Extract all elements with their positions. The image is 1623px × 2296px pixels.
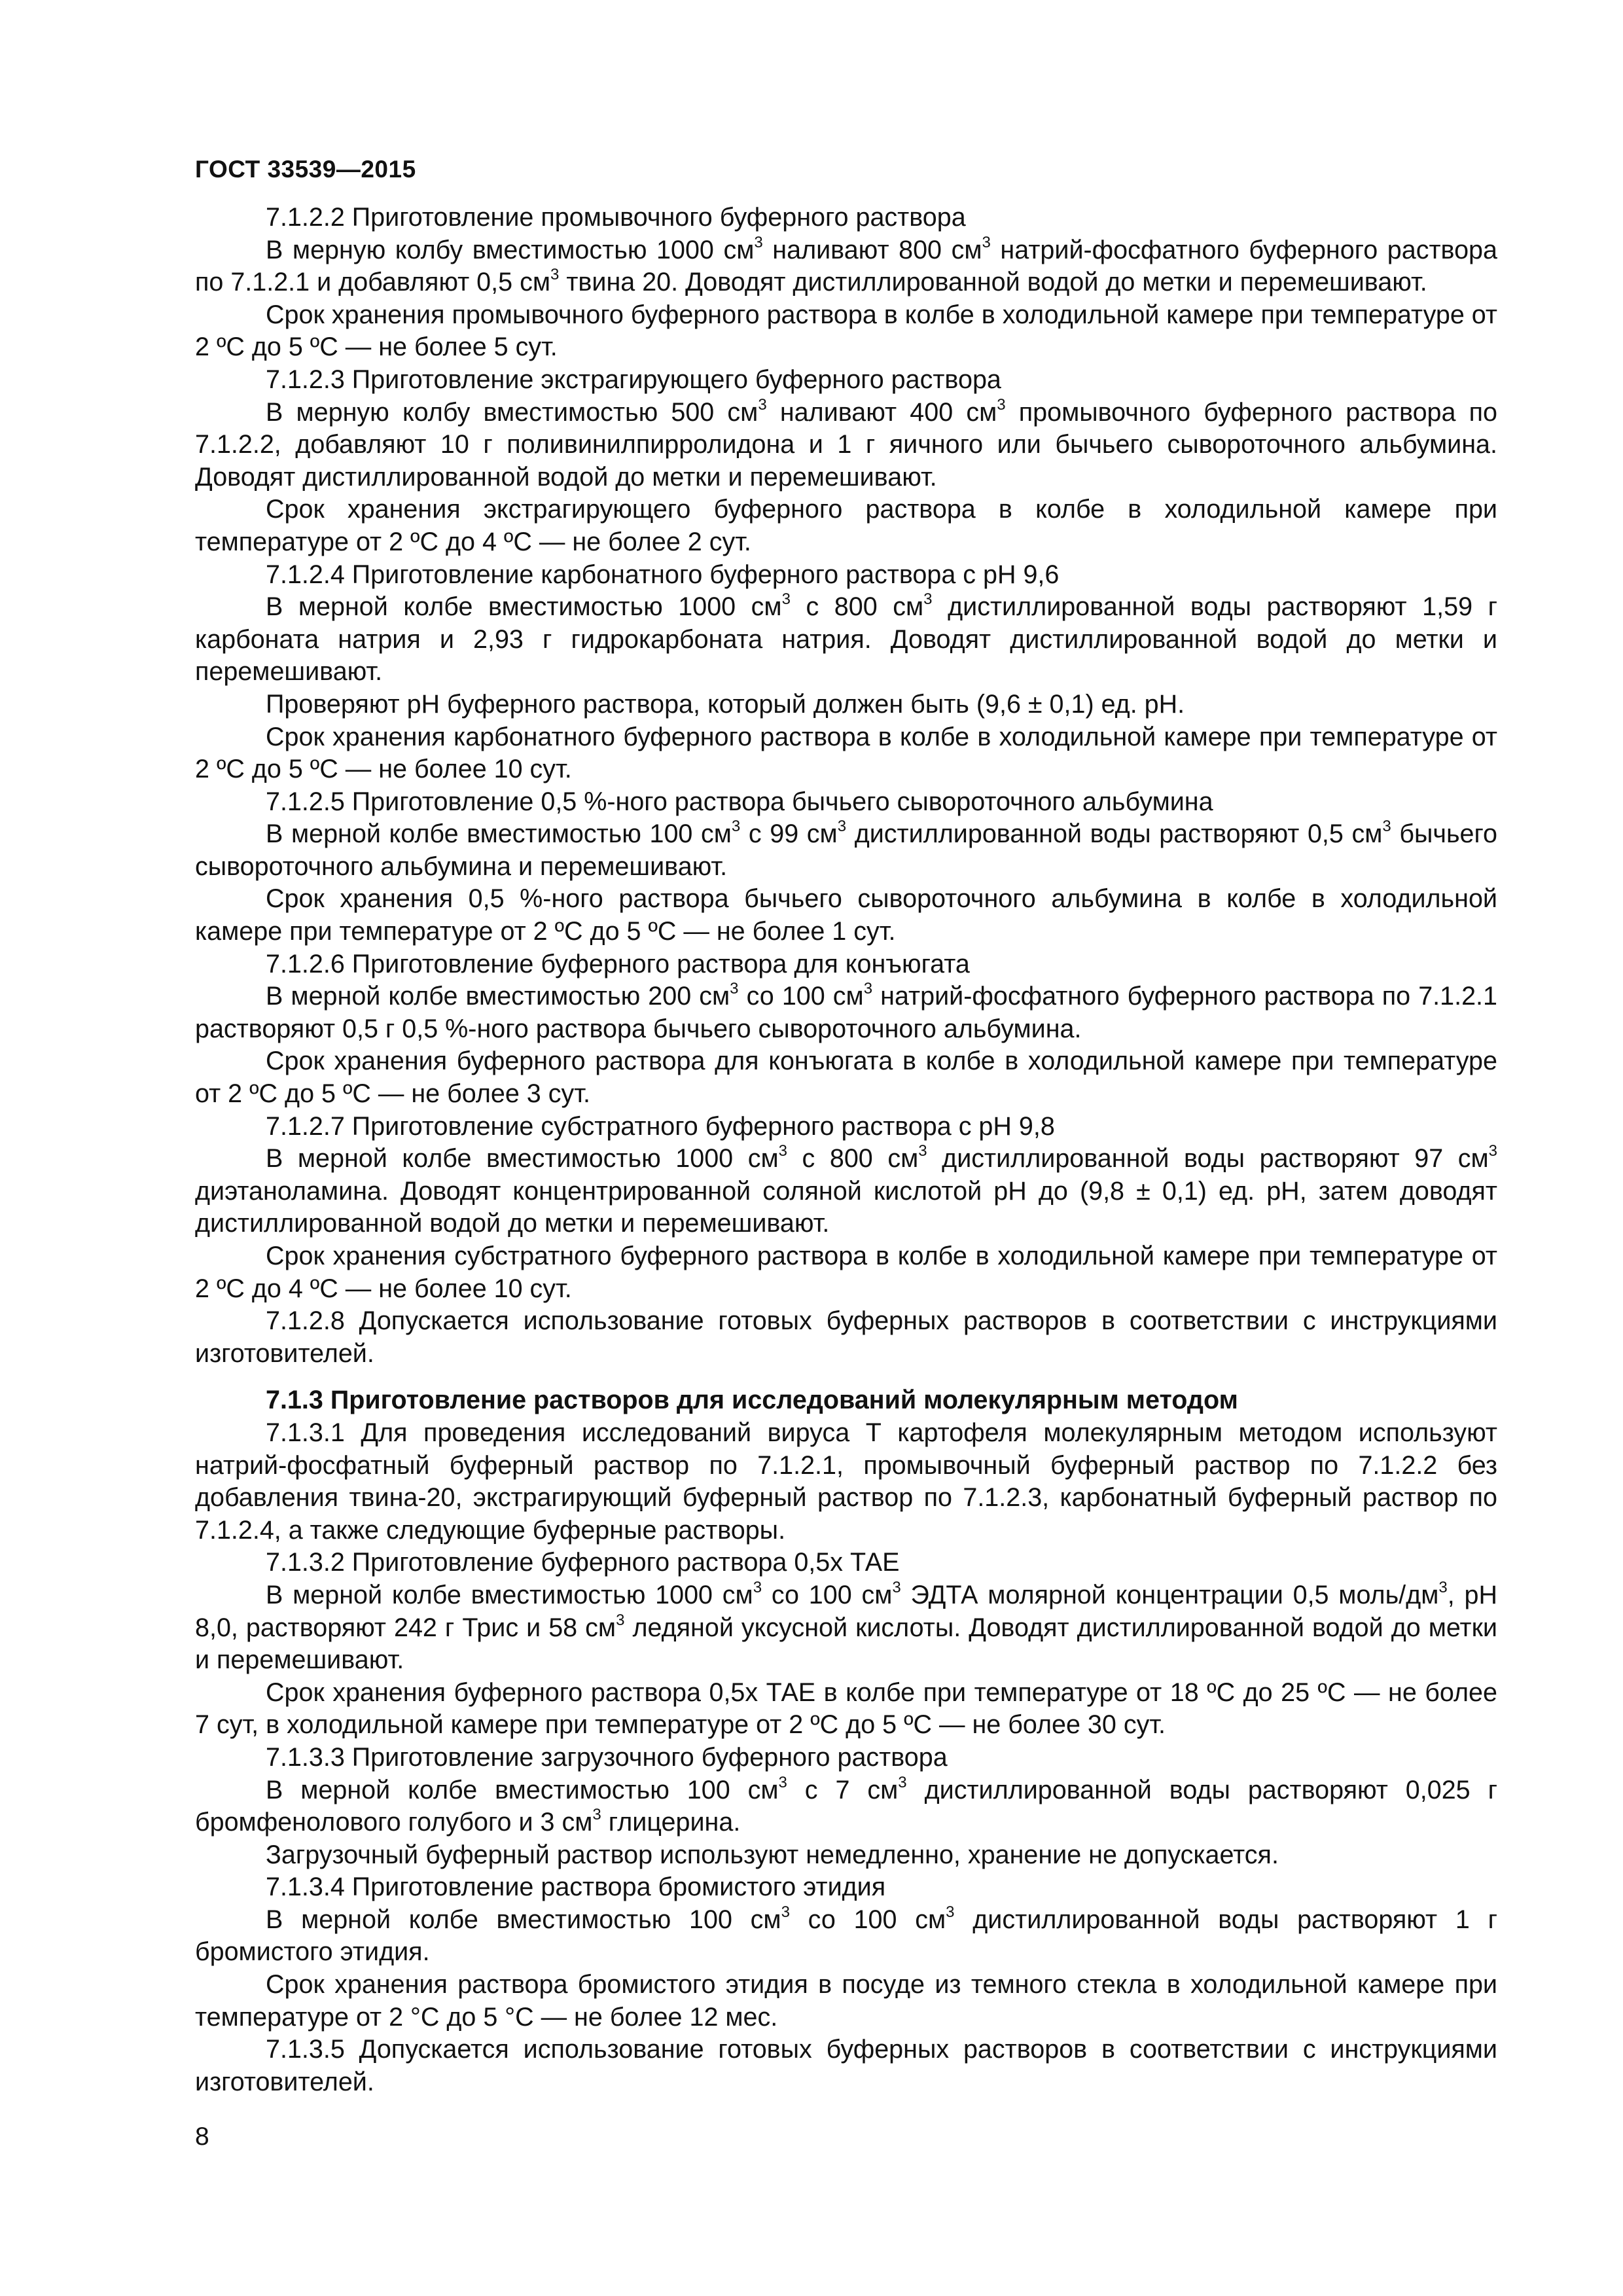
paragraph: Загрузочный буферный раствор используют немедленно, хранение не допускается. <box>266 1840 1279 1869</box>
paragraph: 7.1.3.1 Для проведения исследований вируса Т картофеля молекулярным методом используют натрий-фосфатный буферный раствор по 7.1.2.1, промывочный буферный раствор по 7.1.2.2 без добавления твина-20, экстрагирующий буферный раствор по 7.1.2.3, карбонатный буферный раствор по 7.1.2.4, а также следующие буферные растворы. <box>195 1418 1497 1545</box>
document-header: ГОСТ 33539—2015 <box>195 156 416 183</box>
paragraph: Срок хранения раствора бромистого этидия в посуде из темного стекла в холодильной камере при температуре от 2 °С до 5 °С — не более 12 мес. <box>195 1970 1497 2032</box>
paragraph: В мерной колбе вместимостью 100 $см^3$ со 100 $см^3$ дистиллированной воды растворяют 1 г бромистого этидия. <box>195 1903 1497 1967</box>
paragraph: В мерную колбу вместимостью 500 $см^3$ наливают 400 $см^3$ промывочного буферного раствора по 7.1.2.2, добавляют 10 г поливинилпирролидона и 1 г яичного или бычьего сывороточного альбумина. Доводят дистиллированной водой до метки и перемешивают. <box>195 395 1497 492</box>
paragraph: 7.1.3.3 Приготовление загрузочного буферного раствора <box>266 1742 948 1772</box>
paragraph: В мерной колбе вместимостью 1000 $см^3$ с 800 $см^3$ дистиллированной воды растворяют 1,59 г карбоната натрия и 2,93 г гидрокарбоната натрия. Доводят дистиллированной водой до метки и перемешивают. <box>195 590 1497 687</box>
paragraph: 7.1.2.3 Приготовление экстрагирующего буферного раствора <box>266 365 1001 394</box>
paragraph: 7.1.2.6 Приготовление буферного раствора для конъюгата <box>266 949 970 978</box>
paragraph: Срок хранения 0,5 %-ного раствора бычьего сывороточного альбумина в колбе в холодильной камере при температуре от 2 ºС до 5 ºС — не более 1 сут. <box>195 884 1497 946</box>
paragraph: Срок хранения буферного раствора для конъюгата в колбе в холодильной камере при температуре от 2 ºС до 5 ºС — не более 3 сут. <box>195 1047 1497 1109</box>
paragraph: Срок хранения буферного раствора 0,5х ТАЕ в колбе при температуре от 18 ºС до 25 ºС — не более 7 сут, в холодильной камере при температуре от 2 ºС до 5 ºС — не более 30 сут. <box>195 1677 1497 1740</box>
paragraph: В мерной колбе вместимостью 200 $см^3$ со 100 $см^3$ натрий-фосфатного буферного раствора по 7.1.2.1 растворяют 0,5 г 0,5 %-ного раствора бычьего сывороточного альбумина. <box>195 980 1497 1043</box>
page-number: 8 <box>195 2123 209 2151</box>
paragraph: 7.1.3.4 Приготовление раствора бромистого этидия <box>266 1873 886 1902</box>
paragraph: В мерной колбе вместимостью 1000 $см^3$ со 100 $см^3$ ЭДТА молярной концентрации 0,5 моль/$дм^3$, рН 8,0, растворяют 242 г Трис и 58 $см^3$ ледяной уксусной кислоты. Доводят дистиллированной водой до метки и перемешивают. <box>195 1578 1497 1675</box>
paragraph: Проверяют рН буферного раствора, который должен быть (9,6 ± 0,1) ед. рН. <box>266 689 1185 719</box>
paragraph: В мерной колбе вместимостью 100 $см^3$ с 99 $см^3$ дистиллированной воды растворяют 0,5 $см^3$ бычьего сывороточного альбумина и перемешивают. <box>195 817 1497 881</box>
paragraph: Срок хранения экстрагирующего буферного раствора в колбе в холодильной камере при температуре от 2 ºС до 4 ºС — не более 2 сут. <box>195 495 1497 556</box>
paragraph: Срок хранения промывочного буферного раствора в колбе в холодильной камере при температуре от 2 ºС до 5 ºС — не более 5 сут. <box>195 300 1497 362</box>
paragraph: 7.1.2.4 Приготовление карбонатного буферного раствора с рН 9,6 <box>266 560 1060 589</box>
paragraph: 7.1.2.7 Приготовление субстратного буферного раствора с рН 9,8 <box>266 1111 1055 1141</box>
paragraph: 7.1.2.2 Приготовление промывочного буферного раствора <box>266 203 966 232</box>
document-body <box>195 202 1497 2098</box>
paragraph: В мерной колбе вместимостью 100 $см^3$ с 7 $см^3$ дистиллированной воды растворяют 0,025 г бромфенолового голубого и 3 $см^3$ глицерина. <box>195 1773 1497 1837</box>
paragraph: 7.1.3.2 Приготовление буферного раствора 0,5х ТАЕ <box>266 1548 900 1577</box>
paragraph: Срок хранения карбонатного буферного раствора в колбе в холодильной камере при температуре от 2 ºС до 5 ºС — не более 10 сут. <box>195 722 1497 784</box>
section-heading: 7.1.3 Приготовление растворов для исследований молекулярным методом <box>266 1386 1238 1415</box>
paragraph: В мерной колбе вместимостью 1000 $см^3$ с 800 $см^3$ дистиллированной воды растворяют 97 $см^3$ диэтаноламина. Доводят концентрированной соляной кислотой рН до (9,8 ± 0,1) ед. рН, затем доводят дистиллированной водой до метки и перемешивают. <box>195 1142 1497 1238</box>
paragraph: 7.1.3.5 Допускается использование готовых буферных растворов в соответствии с инструкциями изготовителей. <box>195 2035 1497 2096</box>
paragraph: Срок хранения субстратного буферного раствора в колбе в холодильной камере при температуре от 2 ºС до 4 ºС — не более 10 сут. <box>195 1242 1497 1303</box>
paragraph: 7.1.2.8 Допускается использование готовых буферных растворов в соответствии с инструкциями изготовителей. <box>195 1306 1497 1368</box>
paragraph: В мерную колбу вместимостью 1000 $см^3$ наливают 800 $см^3$ натрий-фосфатного буферного раствора по 7.1.2.1 и добавляют 0,5 $см^3$ твина 20. Доводят дистиллированной водой до метки и перемешивают. <box>195 233 1497 297</box>
paragraph: 7.1.2.5 Приготовление 0,5 %-ного раствора бычьего сывороточного альбумина <box>266 787 1213 816</box>
